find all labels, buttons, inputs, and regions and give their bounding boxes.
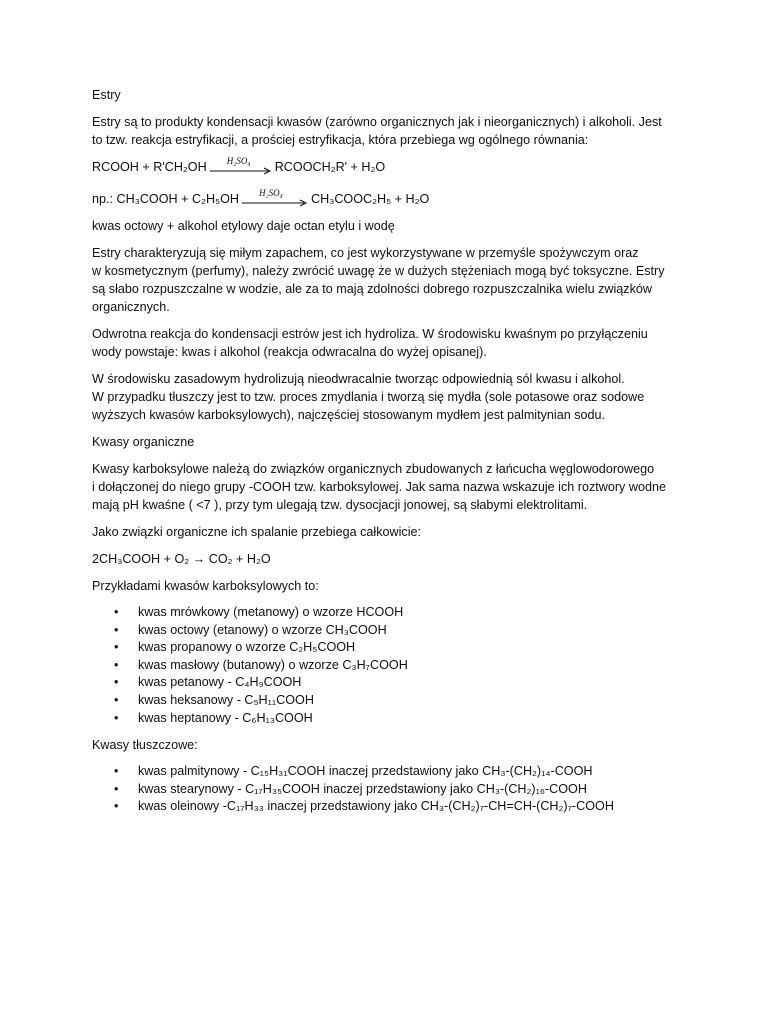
props-line-2: w kosmetycznym (perfumy), należy zwrócić uwagę że w dużych stężeniach mogą być toksyczne. Estry xyxy=(92,264,665,278)
examples-heading: Przykładami kwasów karboksylowych to: xyxy=(92,579,319,593)
paragraph-saponification xyxy=(92,370,692,424)
acids-line-2: i dołączonej do niego grupy -COOH tzw. karboksylowej. Jak sama nazwa wskazuje ich roztwory wodne xyxy=(92,480,666,494)
base-line-1: W środowisku zasadowym hydrolizują nieodwracalnie tworząc odpowiednią sól kwasu i alkohol. xyxy=(92,372,625,386)
props-line-4: organicznych. xyxy=(92,300,170,314)
list-item: • kwas palmitynowy - C₁₅H₃₁COOH inaczej przedstawiony jako CH₃-(CH₂)₁₄-COOH xyxy=(138,763,692,781)
general-equation xyxy=(92,158,692,176)
list-item: • kwas mrówkowy (metanowy) o wzorze HCOOH xyxy=(138,604,692,622)
example-equation xyxy=(92,190,692,208)
hydro-line-1: Odwrotna reakcja do kondensacji estrów jest ich hydroliza. W środowisku kwaśnym po przyłączeniu xyxy=(92,327,648,341)
list-item: • kwas heksanowy - C₅H₁₁COOH xyxy=(138,692,692,710)
eq1-products: RCOOCH₂R' + H₂O xyxy=(274,160,386,174)
fatty-acids-heading: Kwasy tłuszczowe: xyxy=(92,738,198,753)
acids-line-1: Kwasy karboksylowe należą do związków organicznych zbudowanych z łańcucha węglowodorowego xyxy=(92,462,655,476)
hydro-line-2: wody powstaje: kwas i alkohol (reakcja odwracalna do wyżej opisanej). xyxy=(92,345,487,359)
list-item: • kwas octowy (etanowy) o wzorze CH₃COOH xyxy=(138,622,692,640)
intro-line-2: to tzw. reakcja estryfikacji, a prościej estryfikacja, która przebiega wg ogólnego równania: xyxy=(92,133,589,147)
list-item: • kwas stearynowy - C₁₇H₃₅COOH inaczej przedstawiony jako CH₃-(CH₂)₁₆-COOH xyxy=(138,781,692,799)
props-line-1: Estry charakteryzują się miłym zapachem, co jest wykorzystywane w przemyśle spożywczym oraz xyxy=(92,246,639,260)
catalyst-label: H₂SO₄ xyxy=(226,156,251,166)
heading-estry: Estry xyxy=(92,88,121,102)
combustion-text: Jako związki organiczne ich spalanie przebiega całkowicie: xyxy=(92,525,422,539)
heading-organic-acids: Kwasy organiczne xyxy=(92,435,195,449)
document-body xyxy=(92,86,692,825)
base-line-2: W przypadku tłuszczy jest to tzw. proces zmydlania i tworzą się mydła (sole potasowe oraz sodowe xyxy=(92,390,645,404)
paragraph-intro xyxy=(92,113,692,149)
paragraph-hydrolysis xyxy=(92,325,692,361)
eq2-products: CH₃COOC₂H₅ + H₂O xyxy=(311,192,430,206)
catalyst-label: H₂SO₄ xyxy=(259,188,283,198)
list-item: • kwas oleinowy -C₁₇H₃₃ inaczej przedstawiony jako CH₃-(CH₂)₇-CH=CH-(CH₂)₇-COOH xyxy=(138,798,692,816)
acids-line-3: mają pH kwaśne ( <7 ), przy tym ulegają tzw. dysocjacji jonowej, są słabymi elektrolitami. xyxy=(92,498,588,512)
equation-in-words: kwas octowy + alkohol etylowy daje octan etylu i wodę xyxy=(92,219,395,233)
combustion-equation: 2CH₃COOH + O₂ → CO₂ + H₂O xyxy=(92,552,271,566)
reaction-arrow-icon xyxy=(210,156,272,176)
fatty-acids-list xyxy=(92,763,692,816)
paragraph-carboxylic xyxy=(92,460,692,514)
list-item: • kwas petanowy - C₄H₉COOH xyxy=(138,674,692,692)
examples-list xyxy=(92,604,692,727)
eq2-reactants: np.: CH₃COOH + C₂H₅OH xyxy=(92,192,239,206)
base-line-3: wyższych kwasów karboksylowych), najczęściej stosowanym mydłem jest palmitynian sodu. xyxy=(92,408,606,422)
eq1-reactants: RCOOH + R'CH₂OH xyxy=(92,160,207,174)
reaction-arrow-icon xyxy=(242,188,308,208)
props-line-3: są słabo rozpuszczalne w wodzie, ale za to mają zdolności dobrego rozpuszczalnika wielu związków xyxy=(92,282,652,296)
paragraph-properties xyxy=(92,244,692,316)
list-item: • kwas propanowy o wzorze C₂H₅COOH xyxy=(138,639,692,657)
list-item: • kwas masłowy (butanowy) o wzorze C₃H₇COOH xyxy=(138,657,692,675)
intro-line-1: Estry są to produkty kondensacji kwasów (zarówno organicznych jak i nieorganicznych) i alkoholi. Jest xyxy=(92,115,662,129)
list-item: • kwas heptanowy - C₆H₁₃COOH xyxy=(138,710,692,728)
